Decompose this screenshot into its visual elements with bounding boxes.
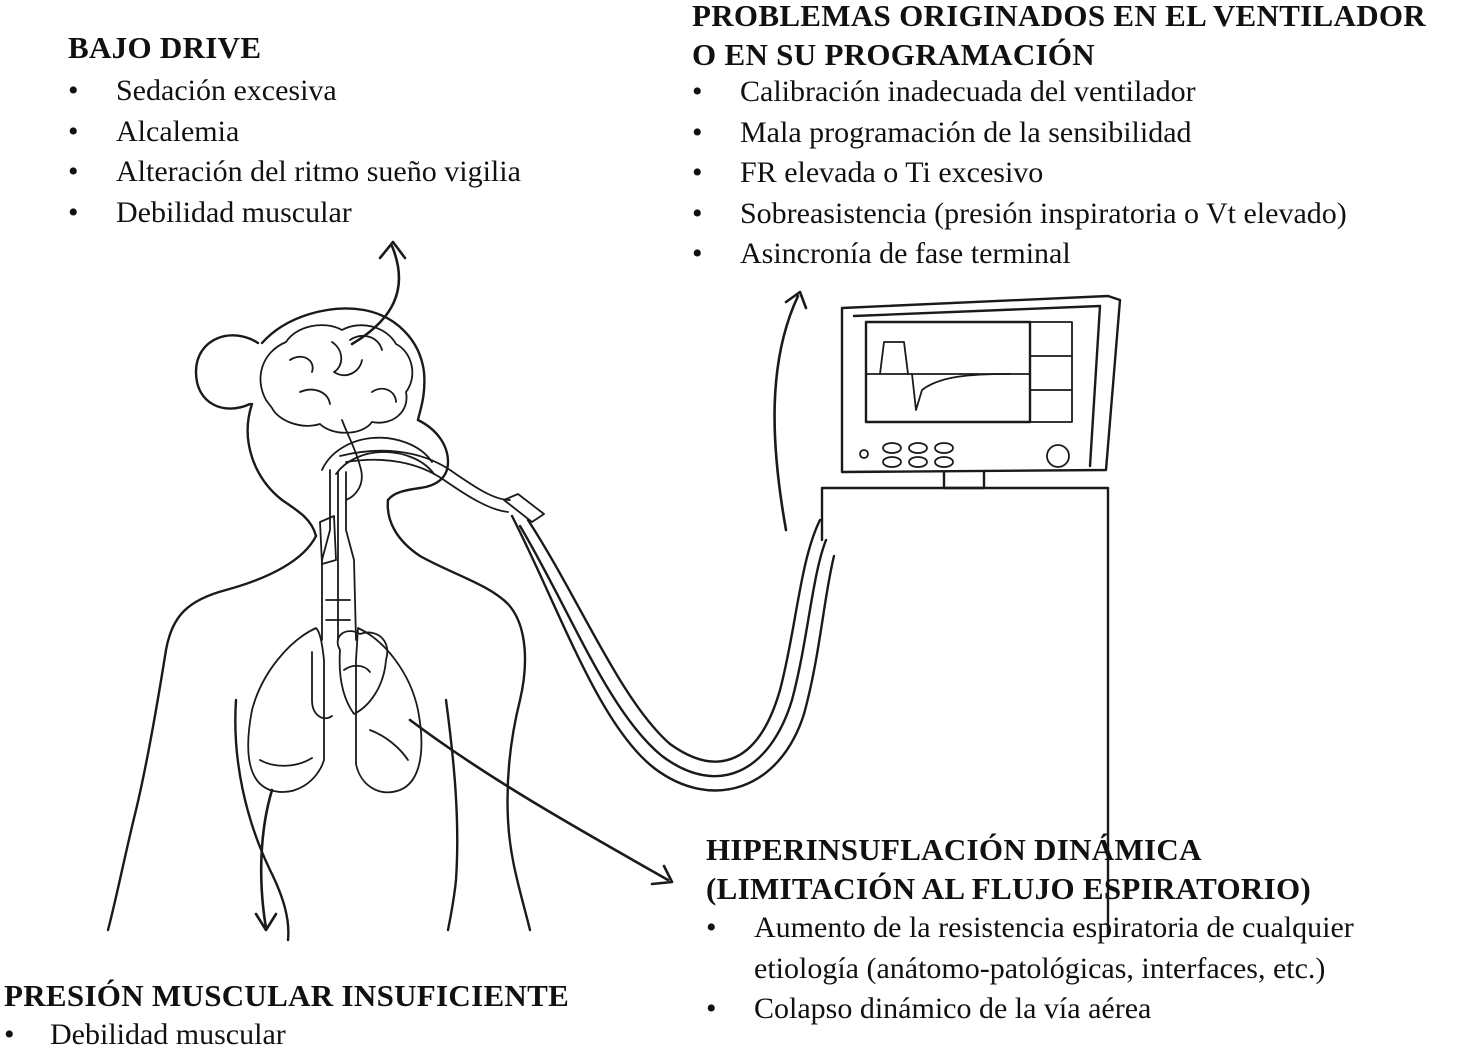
hiperinsuflacion-list bbox=[706, 908, 1354, 1030]
airway-tubes bbox=[320, 438, 510, 640]
list-item: • Calibración inadecuada del ventilador bbox=[692, 75, 1196, 108]
breathing-circuit bbox=[504, 494, 834, 790]
presion-muscular-section bbox=[4, 976, 569, 1056]
list-item: • Alteración del ritmo sueño vigilia bbox=[68, 155, 521, 188]
list-item: • Asincronía de fase terminal bbox=[692, 237, 1071, 270]
bajo-drive-section bbox=[68, 28, 521, 233]
ventilador-section bbox=[692, 0, 1426, 275]
hiperinsuflacion-title-line1: HIPERINSUFLACIÓN DINÁMICA bbox=[706, 832, 1202, 867]
arrow-to-ventilador bbox=[775, 296, 798, 530]
ventilador-title-line2: O EN SU PROGRAMACIÓN bbox=[692, 37, 1095, 72]
bajo-drive-list bbox=[68, 71, 521, 233]
list-item: • Sobreasistencia (presión inspiratoria o Vt elevado) bbox=[692, 196, 1347, 230]
list-item-continuation: etiología (anátomo-patológicas, interfaces, etc.) bbox=[754, 951, 1326, 985]
presion-muscular-title: PRESIÓN MUSCULAR INSUFICIENTE bbox=[4, 978, 570, 1013]
patient-silhouette bbox=[108, 308, 530, 940]
list-item: • Sedación excesiva bbox=[68, 74, 337, 107]
list-item: • Mala programación de la sensibilidad bbox=[692, 115, 1192, 149]
ventilador-list bbox=[692, 72, 1426, 275]
list-item: • Aumento de la resistencia espiratoria de cualquier bbox=[706, 911, 1354, 944]
list-item: • Colapso dinámico de la vía aérea bbox=[706, 992, 1152, 1025]
arrow-to-presion-muscular bbox=[261, 790, 272, 928]
lungs bbox=[248, 628, 421, 792]
presion-muscular-list bbox=[4, 1015, 569, 1056]
ventilador-title-line1: PROBLEMAS ORIGINADOS EN EL VENTILADOR bbox=[692, 0, 1426, 33]
list-item: • Debilidad muscular bbox=[4, 1018, 286, 1051]
list-item: • Debilidad muscular bbox=[68, 195, 352, 229]
hiperinsuflacion-section bbox=[706, 830, 1354, 1030]
list-item: • FR elevada o Ti excesivo bbox=[692, 156, 1044, 189]
bajo-drive-title: BAJO DRIVE bbox=[68, 30, 262, 65]
arrow-to-bajo-drive bbox=[352, 246, 399, 344]
hiperinsuflacion-title-line2: (LIMITACIÓN AL FLUJO ESPIRATORIO) bbox=[706, 871, 1312, 906]
list-item: • Alcalemia bbox=[68, 114, 240, 148]
